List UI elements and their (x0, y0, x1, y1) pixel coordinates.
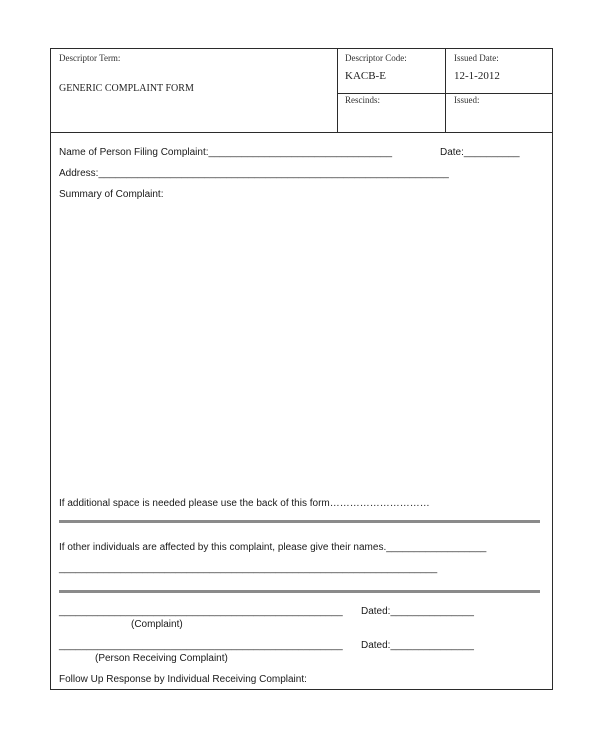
date-field[interactable]: Date:__________ (440, 147, 520, 158)
address-field[interactable]: Address:_______________________________________________________________ (59, 168, 449, 179)
complaint-caption: (Complaint) (131, 619, 183, 630)
section-divider (59, 590, 540, 593)
descriptor-code-label: Descriptor Code: (345, 53, 407, 63)
complaint-form (50, 48, 553, 690)
rescinds-label: Rescinds: (345, 95, 380, 105)
descriptor-code: KACB-E (345, 70, 386, 82)
complainant-dated-field[interactable]: Dated:_______________ (361, 606, 474, 617)
header-divider (337, 49, 338, 132)
descriptor-term-label: Descriptor Term: (59, 53, 121, 63)
receiver-dated-field[interactable]: Dated:_______________ (361, 640, 474, 651)
section-divider (59, 520, 540, 523)
issued-date-label: Issued Date: (454, 53, 499, 63)
receiver-caption: (Person Receiving Complaint) (95, 653, 228, 664)
issued-date: 12-1-2012 (454, 70, 500, 82)
issued-label: Issued: (454, 95, 480, 105)
other-individuals-field[interactable]: If other individuals are affected by this complaint, please give their names.__________________ (59, 542, 487, 553)
additional-space-note: If additional space is needed please use the back of this form………………………… (59, 498, 430, 509)
form-header (51, 49, 552, 133)
summary-label: Summary of Complaint: (59, 189, 164, 200)
form-title: GENERIC COMPLAINT FORM (59, 83, 194, 94)
header-divider (337, 93, 553, 94)
follow-up-label: Follow Up Response by Individual Receiving Complaint: (59, 674, 307, 685)
names-blank-line[interactable]: ____________________________________________________________________ (59, 563, 438, 574)
header-divider (445, 49, 446, 132)
name-field[interactable]: Name of Person Filing Complaint:_________________________________ (59, 147, 393, 158)
receiver-signature-line[interactable]: ___________________________________________________ (59, 640, 343, 651)
complainant-signature-line[interactable]: ___________________________________________________ (59, 606, 343, 617)
